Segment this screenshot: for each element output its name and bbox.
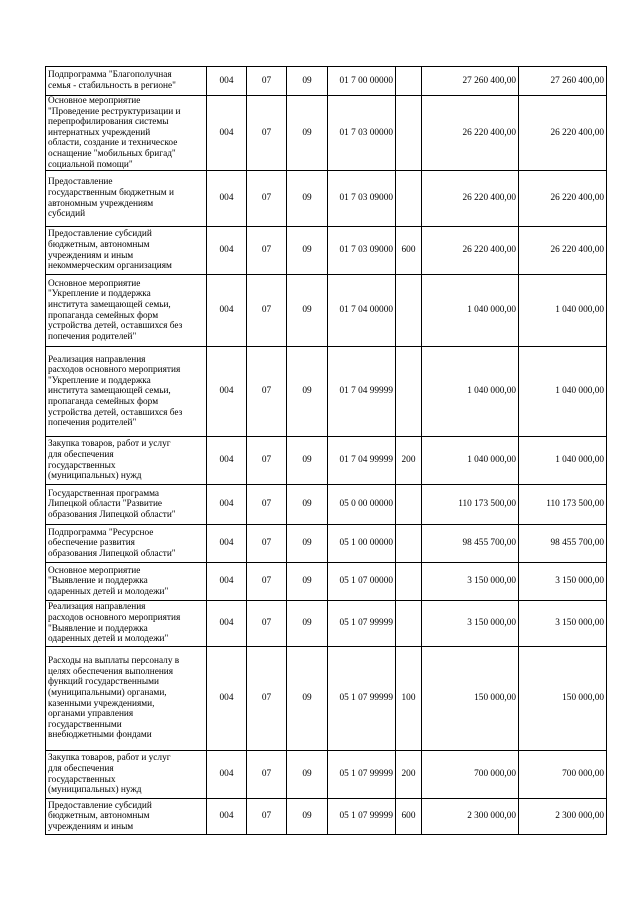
table-row [46, 96, 607, 171]
amount-second: 98 455 700,00 [519, 525, 607, 563]
table-row [46, 563, 607, 601]
row-name: Подпрограмма "Ресурсное обеспечение развития образования Липецкой области" [46, 525, 207, 563]
table-row [46, 171, 607, 227]
amount-first: 26 220 400,00 [422, 171, 519, 227]
amount-second: 26 220 400,00 [519, 227, 607, 275]
row-name: Реализация направления расходов основного мероприятия "Укрепление и поддержка института замещающей семьи, пропаганда семейных форм устройства детей, оставшихся без попечения родителей" [46, 347, 207, 437]
amount-first: 26 220 400,00 [422, 96, 519, 171]
expense-type: 200 [396, 751, 422, 799]
section-code: 07 [247, 751, 287, 799]
subsection-code: 09 [287, 171, 328, 227]
row-name: Подпрограмма "Благополучная семья - стабильность в регионе" [46, 67, 207, 96]
section-code: 07 [247, 67, 287, 96]
row-name: Закупка товаров, работ и услуг для обеспечения государственных (муниципальных) нужд [46, 751, 207, 799]
subsection-code: 09 [287, 275, 328, 347]
row-name: Реализация направления расходов основного мероприятия "Выявление и поддержка одаренных детей и молодежи" [46, 601, 207, 647]
section-code: 07 [247, 171, 287, 227]
amount-second: 1 040 000,00 [519, 275, 607, 347]
ministry-code: 004 [207, 647, 247, 751]
amount-second: 3 150 000,00 [519, 563, 607, 601]
target-article: 01 7 03 09000 [328, 171, 396, 227]
ministry-code: 004 [207, 67, 247, 96]
table-body [46, 67, 607, 835]
target-article: 05 1 07 99999 [328, 799, 396, 835]
ministry-code: 004 [207, 799, 247, 835]
row-name: Основное мероприятие "Выявление и поддержка одаренных детей и молодежи" [46, 563, 207, 601]
subsection-code: 09 [287, 347, 328, 437]
table-row [46, 437, 607, 485]
table-row [46, 485, 607, 525]
target-article: 05 1 00 00000 [328, 525, 396, 563]
target-article: 01 7 03 09000 [328, 227, 396, 275]
table-row [46, 275, 607, 347]
amount-second: 27 260 400,00 [519, 67, 607, 96]
row-name: Предоставление государственным бюджетным и автономным учреждениям субсидий [46, 171, 207, 227]
expense-type [396, 96, 422, 171]
target-article: 01 7 04 99999 [328, 347, 396, 437]
ministry-code: 004 [207, 96, 247, 171]
expense-type: 200 [396, 437, 422, 485]
section-code: 07 [247, 227, 287, 275]
expense-type: 600 [396, 227, 422, 275]
subsection-code: 09 [287, 525, 328, 563]
amount-first: 26 220 400,00 [422, 227, 519, 275]
ministry-code: 004 [207, 563, 247, 601]
amount-first: 2 300 000,00 [422, 799, 519, 835]
expense-type [396, 485, 422, 525]
amount-first: 1 040 000,00 [422, 437, 519, 485]
subsection-code: 09 [287, 601, 328, 647]
subsection-code: 09 [287, 96, 328, 171]
ministry-code: 004 [207, 601, 247, 647]
expense-type: 100 [396, 647, 422, 751]
target-article: 01 7 04 99999 [328, 437, 396, 485]
row-name: Государственная программа Липецкой области "Развитие образования Липецкой области" [46, 485, 207, 525]
section-code: 07 [247, 601, 287, 647]
amount-first: 1 040 000,00 [422, 275, 519, 347]
ministry-code: 004 [207, 751, 247, 799]
ministry-code: 004 [207, 275, 247, 347]
target-article: 05 1 07 99999 [328, 647, 396, 751]
ministry-code: 004 [207, 347, 247, 437]
expense-type: 600 [396, 799, 422, 835]
amount-second: 150 000,00 [519, 647, 607, 751]
ministry-code: 004 [207, 437, 247, 485]
section-code: 07 [247, 96, 287, 171]
table-row [46, 347, 607, 437]
amount-second: 1 040 000,00 [519, 347, 607, 437]
row-name: Основное мероприятие "Укрепление и поддержка института замещающей семьи, пропаганда семейных форм устройства детей, оставшихся без попечения родителей" [46, 275, 207, 347]
expense-type [396, 67, 422, 96]
table-row [46, 67, 607, 96]
amount-second: 700 000,00 [519, 751, 607, 799]
row-name: Предоставление субсидий бюджетным, автономным учреждениям и иным [46, 799, 207, 835]
subsection-code: 09 [287, 563, 328, 601]
row-name: Расходы на выплаты персоналу в целях обеспечения выполнения функций государственными (муниципальными) органами, казенными учреждениями, органами управления государственными внебюджетными фондами [46, 647, 207, 751]
amount-second: 26 220 400,00 [519, 171, 607, 227]
section-code: 07 [247, 347, 287, 437]
table-row [46, 751, 607, 799]
section-code: 07 [247, 275, 287, 347]
amount-second: 1 040 000,00 [519, 437, 607, 485]
subsection-code: 09 [287, 647, 328, 751]
row-name: Предоставление субсидий бюджетным, автономным учреждениям и иным некоммерческим организациям [46, 227, 207, 275]
amount-first: 110 173 500,00 [422, 485, 519, 525]
subsection-code: 09 [287, 799, 328, 835]
amount-first: 700 000,00 [422, 751, 519, 799]
target-article: 05 1 07 99999 [328, 601, 396, 647]
amount-first: 150 000,00 [422, 647, 519, 751]
expense-type [396, 563, 422, 601]
section-code: 07 [247, 437, 287, 485]
section-code: 07 [247, 525, 287, 563]
subsection-code: 09 [287, 437, 328, 485]
amount-first: 98 455 700,00 [422, 525, 519, 563]
subsection-code: 09 [287, 67, 328, 96]
amount-first: 3 150 000,00 [422, 563, 519, 601]
expense-type [396, 347, 422, 437]
ministry-code: 004 [207, 171, 247, 227]
subsection-code: 09 [287, 751, 328, 799]
section-code: 07 [247, 647, 287, 751]
target-article: 05 0 00 00000 [328, 485, 396, 525]
section-code: 07 [247, 485, 287, 525]
expense-type [396, 525, 422, 563]
target-article: 01 7 03 00000 [328, 96, 396, 171]
target-article: 05 1 07 99999 [328, 751, 396, 799]
target-article: 01 7 04 00000 [328, 275, 396, 347]
subsection-code: 09 [287, 485, 328, 525]
amount-first: 27 260 400,00 [422, 67, 519, 96]
ministry-code: 004 [207, 525, 247, 563]
table-row [46, 525, 607, 563]
table-row [46, 227, 607, 275]
target-article: 01 7 00 00000 [328, 67, 396, 96]
table-row [46, 647, 607, 751]
subsection-code: 09 [287, 227, 328, 275]
expense-type [396, 601, 422, 647]
row-name: Закупка товаров, работ и услуг для обеспечения государственных (муниципальных) нужд [46, 437, 207, 485]
table-row [46, 601, 607, 647]
budget-table [45, 66, 607, 835]
section-code: 07 [247, 799, 287, 835]
expense-type [396, 275, 422, 347]
amount-first: 1 040 000,00 [422, 347, 519, 437]
amount-second: 3 150 000,00 [519, 601, 607, 647]
target-article: 05 1 07 00000 [328, 563, 396, 601]
section-code: 07 [247, 563, 287, 601]
amount-second: 26 220 400,00 [519, 96, 607, 171]
amount-first: 3 150 000,00 [422, 601, 519, 647]
expense-type [396, 171, 422, 227]
amount-second: 2 300 000,00 [519, 799, 607, 835]
amount-second: 110 173 500,00 [519, 485, 607, 525]
ministry-code: 004 [207, 485, 247, 525]
ministry-code: 004 [207, 227, 247, 275]
row-name: Основное мероприятие "Проведение реструктуризации и перепрофилирования системы интернатных учреждений области, создание и техническое оснащение "мобильных бригад" социальной помощи" [46, 96, 207, 171]
table-row [46, 799, 607, 835]
